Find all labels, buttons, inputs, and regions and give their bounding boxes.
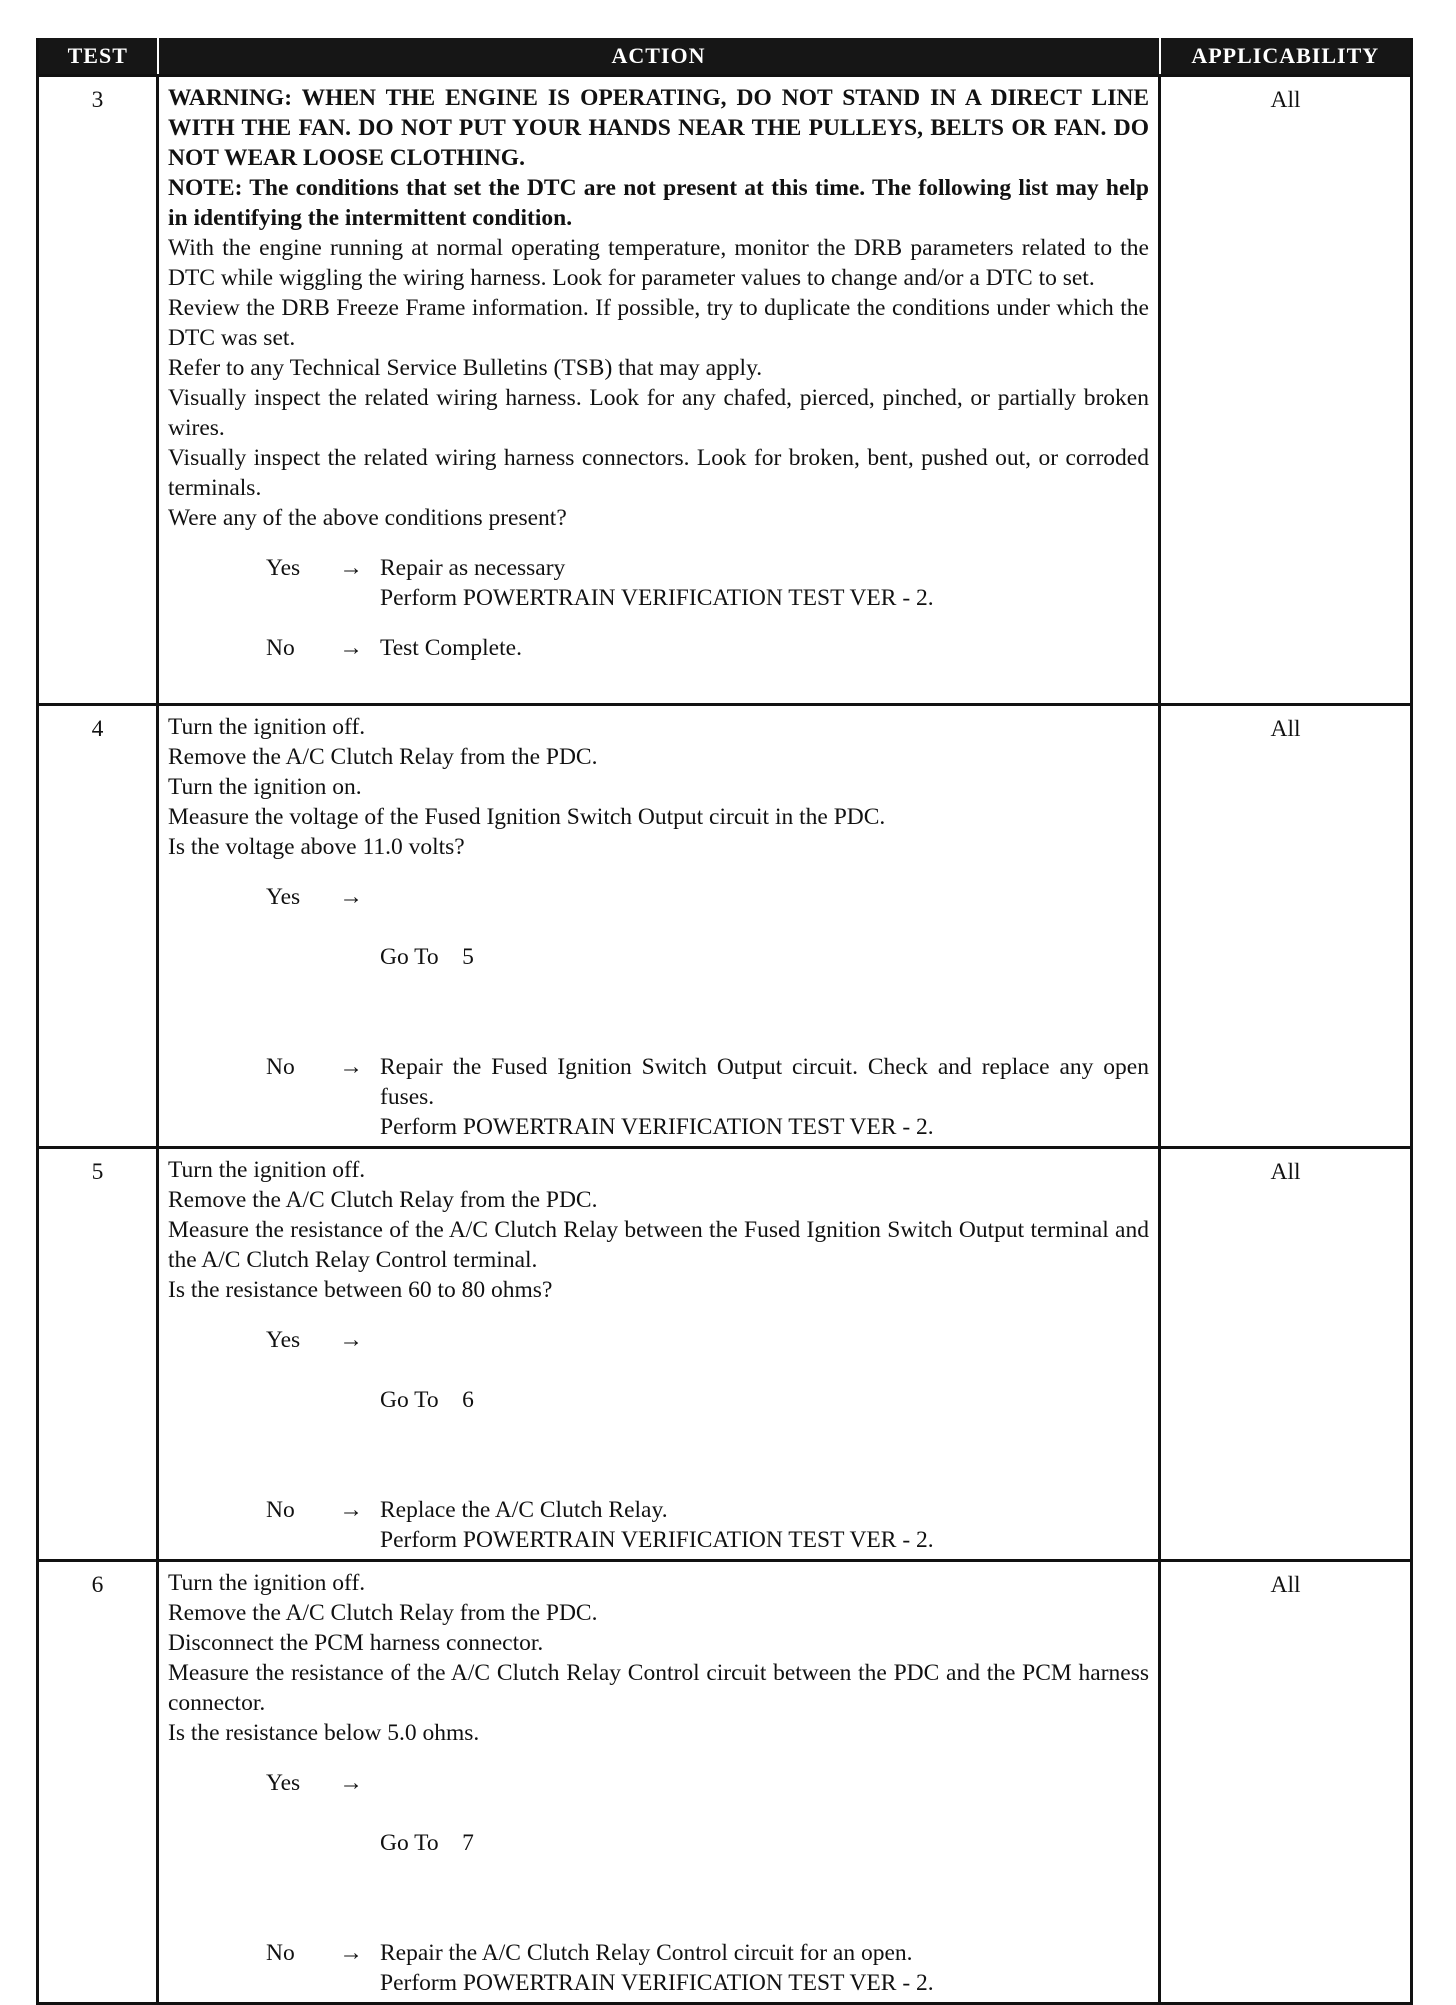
no-outcome — [380, 1938, 1149, 1998]
outcome-line: Repair the Fused Ignition Switch Output circuit. Check and replace any open fuses. — [380, 1054, 1149, 1110]
action-cell — [158, 705, 1160, 1148]
action-step: Review the DRB Freeze Frame information. If possible, try to duplicate the conditions under which the DTC was set. — [168, 295, 1149, 351]
action-step: Turn the ignition off. — [168, 1157, 366, 1183]
diagnostic-test-table — [36, 38, 1410, 2005]
arrow-right-icon: → — [339, 1770, 363, 1796]
arrow-right-icon: → — [339, 555, 363, 581]
yes-label: Yes — [266, 555, 301, 581]
action-step: Visually inspect the related wiring harness. Look for any chafed, pierced, pinched, or partially broken wires. — [168, 385, 1149, 441]
test-number: 5 — [38, 1148, 158, 1561]
no-label: No — [266, 1054, 295, 1080]
outcome-line: Repair the A/C Clutch Relay Control circuit for an open. — [380, 1940, 913, 1966]
no-response — [266, 633, 1149, 663]
test-number: 3 — [38, 76, 158, 705]
arrow-right-icon: → — [339, 1940, 363, 1966]
outcome-line: Perform POWERTRAIN VERIFICATION TEST VER - 2. — [380, 1527, 934, 1553]
action-step: Turn the ignition off. — [168, 1570, 366, 1596]
yes-response — [266, 1325, 1149, 1475]
action-cell — [158, 1148, 1160, 1561]
yes-label: Yes — [266, 1770, 301, 1796]
warning-text: WARNING: WHEN THE ENGINE IS OPERATING, DO NOT STAND IN A DIRECT LINE WITH THE FAN. DO NOT PUT YOUR HANDS NEAR THE PULLEYS, BELTS OR FAN. DO NOT WEAR LOOSE CLOTHING. — [168, 85, 1149, 171]
action-step: With the engine running at normal operating temperature, monitor the DRB parameters related to the DTC while wiggling the wiring harness. Look for parameter values to change and/or a DTC to set. — [168, 235, 1149, 291]
table-row — [38, 1148, 1412, 1561]
header-action: ACTION — [158, 38, 1160, 76]
applicability-value: All — [1160, 76, 1412, 705]
no-response — [266, 1495, 1149, 1555]
outcome-line: Perform POWERTRAIN VERIFICATION TEST VER - 2. — [380, 1970, 934, 1996]
outcome-line: Go To 7 — [380, 1830, 474, 1856]
outcome-line: Repair as necessary — [380, 555, 566, 581]
action-step: Remove the A/C Clutch Relay from the PDC. — [168, 1600, 598, 1626]
no-response — [266, 1938, 1149, 1998]
question-text: Is the resistance below 5.0 ohms. — [168, 1720, 480, 1746]
outcome-line: Perform POWERTRAIN VERIFICATION TEST VER - 2. — [380, 1114, 934, 1140]
no-label: No — [266, 635, 295, 661]
action-step: Turn the ignition on. — [168, 774, 362, 800]
applicability-value: All — [1160, 705, 1412, 1148]
yes-response — [266, 882, 1149, 1032]
table-row — [38, 76, 1412, 705]
table-row — [38, 1561, 1412, 2004]
outcome-line: Replace the A/C Clutch Relay. — [380, 1497, 668, 1523]
test-number: 6 — [38, 1561, 158, 2004]
arrow-right-icon: → — [339, 635, 363, 661]
yes-response — [266, 553, 1149, 613]
no-outcome — [380, 633, 1149, 663]
header-row — [38, 38, 1412, 76]
outcome-line: Go To 5 — [380, 944, 474, 970]
action-step: Measure the resistance of the A/C Clutch Relay Control circuit between the PDC and the PCM harness connector. — [168, 1660, 1149, 1716]
action-step: Turn the ignition off. — [168, 714, 366, 740]
yes-label: Yes — [266, 884, 301, 910]
question-text: Is the voltage above 11.0 volts? — [168, 834, 465, 860]
action-step: Remove the A/C Clutch Relay from the PDC. — [168, 1187, 598, 1213]
table-row — [38, 705, 1412, 1148]
action-step: Visually inspect the related wiring harness connectors. Look for broken, bent, pushed out, or corroded terminals. — [168, 445, 1149, 501]
note-text: NOTE: The conditions that set the DTC are not present at this time. The following list may help in identifying the intermittent condition. — [168, 175, 1149, 231]
test-number: 4 — [38, 705, 158, 1148]
applicability-value: All — [1160, 1561, 1412, 2004]
yes-outcome — [380, 1325, 1149, 1475]
arrow-right-icon: → — [339, 1054, 363, 1080]
action-step: Disconnect the PCM harness connector. — [168, 1630, 544, 1656]
yes-outcome — [380, 553, 1149, 613]
applicability-value: All — [1160, 1148, 1412, 1561]
yes-outcome — [380, 882, 1149, 1032]
yes-label: Yes — [266, 1327, 301, 1353]
action-step: Measure the resistance of the A/C Clutch Relay between the Fused Ignition Switch Output terminal and the A/C Clutch Relay Control terminal. — [168, 1217, 1149, 1273]
action-cell — [158, 1561, 1160, 2004]
header-applicability: APPLICABILITY — [1160, 38, 1412, 76]
action-step: Refer to any Technical Service Bulletins (TSB) that may apply. — [168, 355, 763, 381]
outcome-line: Perform POWERTRAIN VERIFICATION TEST VER - 2. — [380, 585, 934, 611]
no-label: No — [266, 1497, 295, 1523]
header-test: TEST — [38, 38, 158, 76]
no-outcome — [380, 1495, 1149, 1555]
no-label: No — [266, 1940, 295, 1966]
outcome-line: Test Complete. — [380, 635, 522, 661]
yes-response — [266, 1768, 1149, 1918]
action-step: Remove the A/C Clutch Relay from the PDC. — [168, 744, 598, 770]
question-text: Were any of the above conditions present? — [168, 505, 567, 531]
no-response — [266, 1052, 1149, 1142]
arrow-right-icon: → — [339, 1497, 363, 1523]
arrow-right-icon: → — [339, 884, 363, 910]
arrow-right-icon: → — [339, 1327, 363, 1353]
yes-outcome — [380, 1768, 1149, 1918]
question-text: Is the resistance between 60 to 80 ohms? — [168, 1277, 553, 1303]
action-cell — [158, 76, 1160, 705]
action-step: Measure the voltage of the Fused Ignition Switch Output circuit in the PDC. — [168, 804, 886, 830]
outcome-line: Go To 6 — [380, 1387, 474, 1413]
no-outcome — [380, 1052, 1149, 1142]
